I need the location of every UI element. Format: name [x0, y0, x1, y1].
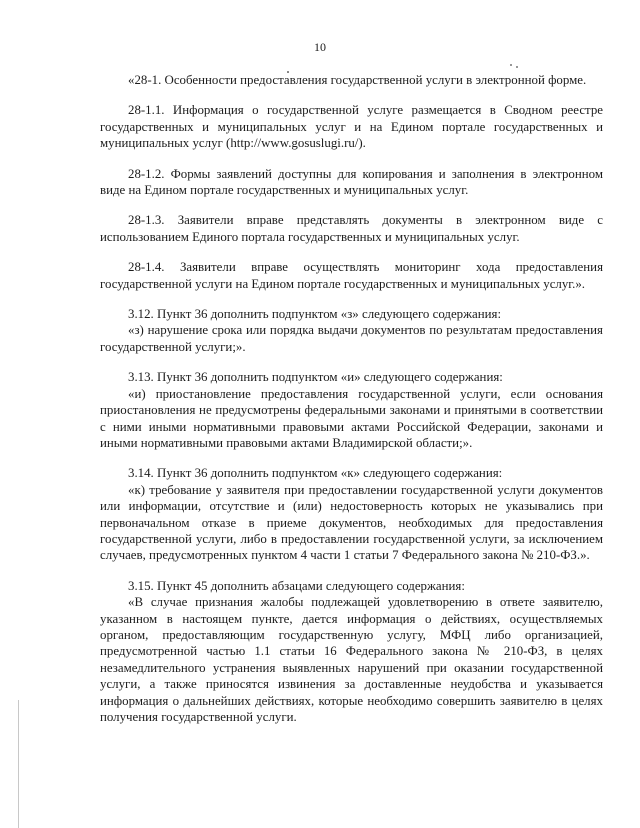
- section-heading-28-1: «28-1. Особенности предоставления государственной услуги в электронной форме.: [128, 73, 587, 87]
- item-3-12-text: «з) нарушение срока или порядка выдачи документов по результатам предоставления государственной услуги;».: [100, 323, 603, 354]
- item-3-13: 3.13. Пункт 36 дополнить подпунктом «и» следующего содержания:: [128, 370, 503, 385]
- item-3-13-text: «и) приостановление предоставления государственной услуги, если основания приостановления не предусмотрены федеральными законами и принятыми в соответствии с ними иными нормативными правовыми актами Российской Федерации, законами и иными нормативными правовыми актами Владимирской области;».: [100, 386, 603, 450]
- paragraph-28-1-4: 28-1.4. Заявители вправе осуществлять мониторинг хода предоставления государственной услуги на Едином портале государственных и муниципальных услуг.».: [100, 260, 603, 291]
- scan-edge-line: [18, 700, 19, 828]
- item-3-15-text: «В случае признания жалобы подлежащей удовлетворению в ответе заявителю, указанном в настоящем пункте, дается информация о действиях, осуществляемых органом, предоставляющим государственную услугу, МФЦ либо организацией, предусмотренной частью 1.1 статьи 16 Федерального закона № 210-ФЗ, в целях незамедлительного устранения выявленных нарушений при оказании государственной услуги, а также приносятся извинения за доставленные неудобства и указывается информация о дальнейших действиях, которые необходимо совершить заявителю в целях получения государственной услуги.: [100, 595, 603, 724]
- scan-speck: [510, 64, 512, 66]
- paragraph-28-1-1: 28-1.1. Информация о государственной услуге размещается в Сводном реестре государственных и муниципальных услуг и на Едином портале государственных и муниципальных услуг (http://www.gosuslugi.ru/).: [100, 103, 603, 151]
- paragraph-28-1-2: 28-1.2. Формы заявлений доступны для копирования и заполнения в электронном виде на Едином портале государственных и муниципальных услуг.: [100, 166, 603, 198]
- scan-speck: [516, 66, 518, 68]
- item-3-12: 3.12. Пункт 36 дополнить подпунктом «з» следующего содержания:: [128, 307, 502, 322]
- paragraph-28-1-3: 28-1.3. Заявители вправе представлять документы в электронном виде с использованием Единого портала государственных и муниципальных услуг.: [100, 213, 603, 244]
- item-3-14-text: «к) требование у заявителя при предоставлении государственной услуги документов или информации, отсутствие и (или) недостоверность которых не указывались при первоначальном отказе в приеме документов, необходимых для предоставления государственной услуги, либо в предоставлении государственной услуги, за исключением случаев, предусмотренных пунктом 4 части 1 статьи 7 Федерального закона № 210-ФЗ.».: [100, 482, 603, 563]
- page-number: 10: [314, 40, 326, 54]
- document-body: [100, 72, 603, 739]
- item-3-14: 3.14. Пункт 36 дополнить подпунктом «к» следующего содержания:: [128, 466, 503, 481]
- item-3-15: 3.15. Пункт 45 дополнить абзацами следующего содержания:: [128, 578, 465, 593]
